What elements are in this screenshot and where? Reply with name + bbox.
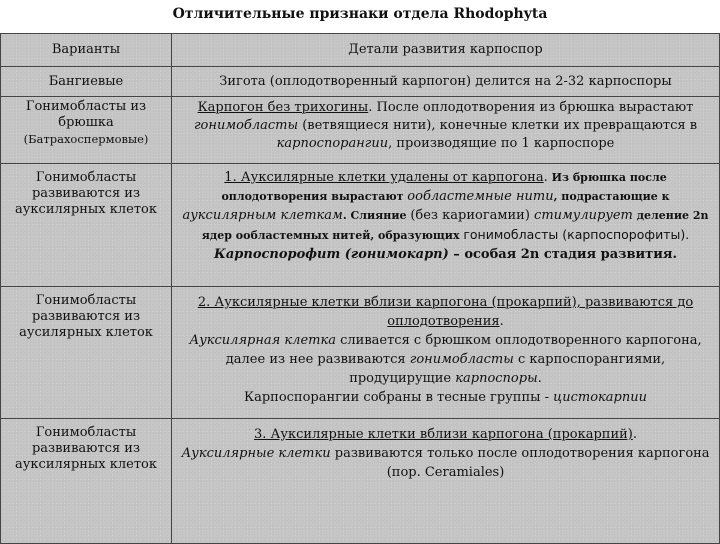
details-text: . (632, 427, 638, 442)
details-paragraph (176, 444, 715, 482)
details-cell (172, 419, 720, 544)
details-term: ауксилярным клеткам (182, 208, 343, 223)
header-variants: Варианты (1, 34, 172, 67)
details-term: гонимобласты (409, 352, 514, 367)
variant-cell: Бангиевые (1, 67, 172, 97)
table-row (1, 419, 720, 544)
variant-cell: Гонимобласты развиваются из аусилярных клеток (1, 287, 172, 419)
details-term: карпоспоры (455, 371, 538, 386)
details-heading: 3. Ауксилярные клетки вблизи карпогона (прокарпий) (253, 427, 633, 442)
details-term: Ауксилярные клетки (181, 446, 331, 461)
features-table (0, 33, 720, 544)
header-row (1, 34, 720, 67)
header-details: Детали развития карпоспор (172, 34, 720, 67)
details-term: цистокарпии (553, 390, 647, 405)
details-text: , производящие по 1 карпоспоре (388, 136, 615, 151)
details-text: (без кариогамии) (410, 208, 535, 223)
variant-cell: Гонимобласты развиваются из ауксилярных клеток (1, 164, 172, 287)
details-paragraph (176, 388, 715, 407)
variant-cell (1, 97, 172, 164)
details-text: (ветвящиеся нити), конечные клетки их превращаются в (298, 118, 698, 133)
details-heading: 1. Ауксилярные клетки удалены от карпогона (224, 170, 544, 185)
details-text: , подрастающие к (553, 190, 670, 203)
details-text: . (537, 371, 542, 386)
table-row (1, 164, 720, 287)
details-text: сливается с брюшком оплодотворенного карпогона, далее из нее развиваются (225, 333, 702, 367)
details-paragraph (176, 293, 715, 331)
details-cell (172, 97, 720, 164)
page-title: Отличительные признаки отдела Rhodophyta (172, 6, 548, 22)
details-term: Карпоспорофит (гонимокарп) (214, 247, 449, 262)
variant-text: Гонимобласты из брюшка (25, 99, 147, 130)
details-term: ообластемные нити (407, 189, 554, 204)
details-cell (172, 287, 720, 419)
details-cell (172, 164, 720, 287)
variant-cell: Гонимобласты развиваются из ауксилярных клеток (1, 419, 172, 544)
details-text: деление 2n ядер ообластемных нитей, образующих (201, 209, 709, 242)
details-text: Карпоспорангии собраны в тесные группы - (244, 390, 554, 405)
details-term: гонимобласты (193, 118, 299, 133)
details-text: с карпоспорангиями, продуцирущие (349, 352, 666, 386)
details-text: . (543, 170, 548, 185)
details-text: Из брюшка после оплодотворения вырастают (221, 171, 667, 203)
details-paragraph (176, 331, 715, 388)
variant-subtext: (Батрахоспермовые) (23, 132, 149, 146)
details-cell: Зигота (оплодотворенный карпогон) делится на 2-32 карпоспоры (172, 67, 720, 97)
details-text: . (499, 314, 504, 329)
table-row (1, 287, 720, 419)
details-text: гонимобласты (карпоспорофиты). (463, 227, 690, 242)
details-text: развиваются только после оплодотворения карпогона (пор. Ceramiales) (330, 446, 710, 480)
table-row (1, 97, 720, 164)
details-heading: 2. Ауксилярные клетки вблизи карпогона (прокарпий), развиваются до оплодотворения (197, 295, 694, 329)
details-carpogon: Карпогон без трихогины (197, 100, 369, 115)
details-text: – особая 2n стадия развития. (448, 247, 677, 262)
details-term: стимулирует (534, 208, 633, 223)
details-text: . После оплодотворения из брюшка вырастают (368, 100, 694, 115)
details-text: . Слияние (342, 209, 411, 222)
details-term: карпоспорангии (276, 136, 389, 151)
details-term: Ауксилярная клетка (189, 333, 336, 348)
details-paragraph (176, 425, 715, 444)
table-row (1, 67, 720, 97)
